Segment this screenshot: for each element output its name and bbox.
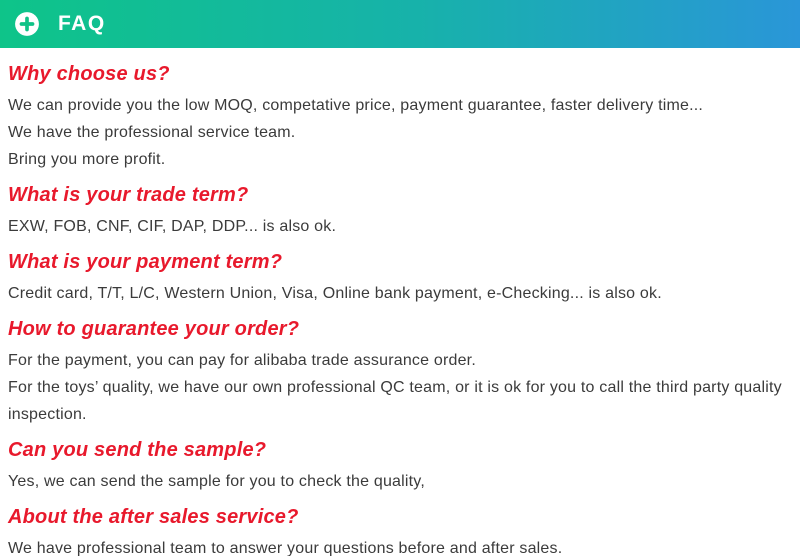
faq-item [8, 183, 792, 240]
faq-answer: Credit card, T/T, L/C, Western Union, Visa, Online bank payment, e-Checking... is also ok. [8, 285, 662, 302]
faq-answer: For the payment, you can pay for alibaba trade assurance order. [8, 352, 476, 369]
header-title: FAQ [58, 12, 106, 35]
faq-item [8, 317, 792, 428]
faq-answer: Bring you more profit. [8, 151, 166, 168]
faq-question: How to guarantee your order? [8, 318, 300, 340]
faq-answer: We have the professional service team. [8, 124, 296, 141]
faq-answer: For the toys’ quality, we have our own professional QC team, or it is ok for you to call the third party quality inspection. [8, 379, 782, 423]
faq-content [0, 48, 800, 556]
faq-header-banner [0, 0, 800, 48]
faq-item [8, 250, 792, 307]
faq-question: About the after sales service? [8, 506, 299, 528]
faq-answer: EXW, FOB, CNF, CIF, DAP, DDP... is also ok. [8, 218, 337, 235]
faq-answer: We can provide you the low MOQ, competative price, payment guarantee, faster delivery time... [8, 97, 704, 114]
faq-answer: We have professional team to answer your questions before and after sales. [8, 540, 563, 556]
faq-item [8, 505, 792, 556]
faq-question: What is your payment term? [8, 251, 283, 273]
faq-question: Can you send the sample? [8, 439, 267, 461]
plus-circle-icon [14, 11, 40, 37]
faq-item [8, 438, 792, 495]
faq-question: What is your trade term? [8, 184, 249, 206]
faq-item [8, 62, 792, 173]
faq-answer: Yes, we can send the sample for you to check the quality, [8, 473, 425, 490]
faq-question: Why choose us? [8, 63, 170, 85]
